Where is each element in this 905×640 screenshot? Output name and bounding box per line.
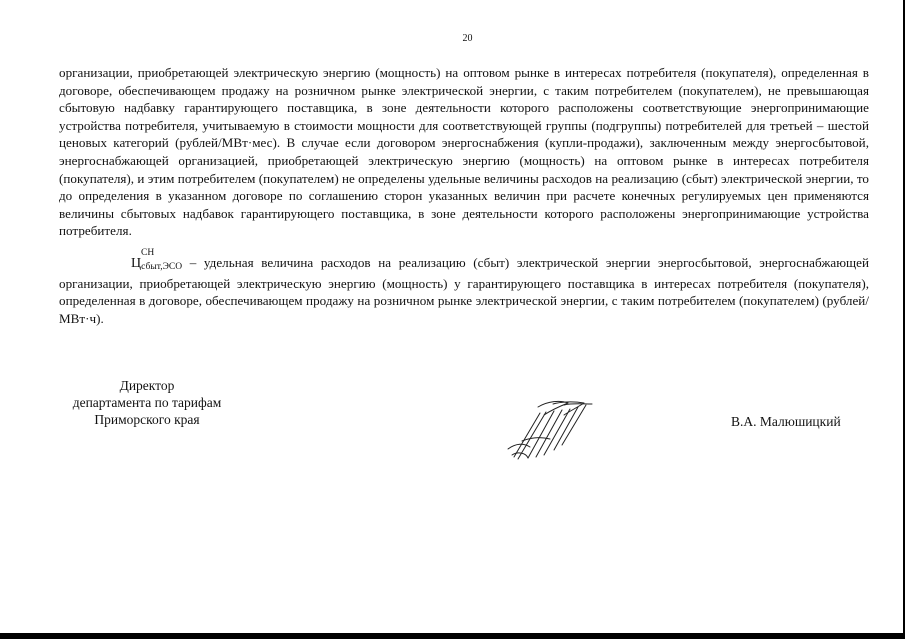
- price-symbol-base: Ц: [131, 256, 142, 271]
- signatory-title: [62, 377, 232, 428]
- signatory-title-line-3: Приморского края: [94, 412, 200, 427]
- price-symbol-superscript: СН: [141, 248, 155, 258]
- paragraph-symbol-definition: [59, 248, 869, 327]
- signatory-title-line-1: Директор: [119, 378, 175, 393]
- symbol-definition-text: – удельная величина расходов на реализацию (сбыт) электрической энергии энергосбытовой, энергоснабжающей организации, приобретающей электрическую энергию (мощность) у гарантирующего поставщика в интересах потребителя (покупателя), определенная в договоре, обеспечивающем продажу на розничном рынке электрической энергии, с таким потребителем (покупателем) (рублей/МВт·ч).: [59, 255, 869, 326]
- paragraph-definition-continuation: организации, приобретающей электрическую энергию (мощность) на оптовом рынке в интересах потребителя (покупателя), определенная в договоре, обеспечивающем продажу на розничном рынке электрической энергии, с таким потребителем (покупателем), не превышающая сбытовую надбавку гарантирующего поставщика, в зоне деятельности которого расположены соответствующие энергопринимающие устройства потребителя, учитываемую в стоимости мощности для соответствующей группы (подгруппы) потребителей для третьей – шестой ценовых категорий (рублей/МВт·мес). В случае если договором энергоснабжения (купли-продажи), заключенным между энергосбытовой, энергоснабжающей организацией, приобретающей электрическую энергию (мощность) на оптовом рынке в интересах потребителя (покупателя), и этим потребителем (покупателем) не определены удельные величины расходов на реализацию (сбыт) электрической энергии, то до определения в указанном договоре по соглашению сторон указанных величин при расчете конечных регулируемых цен применяются величины сбытовых надбавок гарантирующего поставщика, в зоне деятельности которого расположены энергопринимающие устройства потребителя.: [59, 65, 869, 239]
- signatory-title-line-2: департамента по тарифам: [72, 395, 222, 410]
- signatory-name: В.А. Малюшицкий: [731, 414, 841, 429]
- price-symbol-subscript: сбыт,ЭСО: [141, 262, 183, 272]
- price-symbol: [95, 248, 183, 275]
- page-number: 20: [462, 33, 473, 44]
- handwritten-signature: [498, 395, 598, 465]
